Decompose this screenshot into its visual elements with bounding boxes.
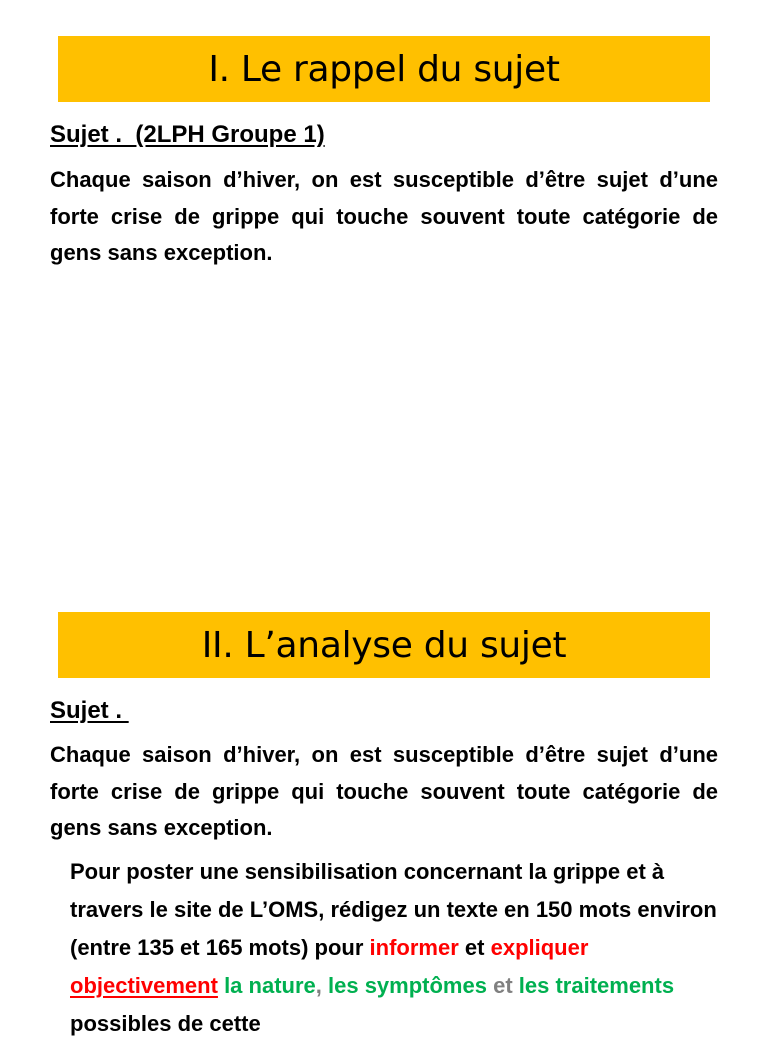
instructions-paragraph <box>70 853 720 1043</box>
section-2-subject-label: Sujet . <box>50 697 129 724</box>
section-1-title: I. Le rappel du sujet <box>58 36 710 102</box>
section-2-subject-text: Chaque saison d’hiver, on est susceptible d’être sujet d’une forte crise de grippe qui touche souvent toute catégorie de gens sans exception. <box>50 742 718 840</box>
keyword-informer: informer <box>369 935 459 960</box>
section-1-subject-text: Chaque saison d’hiver, on est susceptible d’être sujet d’une forte crise de grippe qui touche souvent toute catégorie de gens sans exception. <box>50 167 718 265</box>
instructions-intro: Pour poster une sensibilisation concernant la grippe et à travers le site de L’OMS, rédigez un texte en 150 mots environ (entre 135 et 165 mots) pour <box>70 859 717 960</box>
keyword-les-symptomes: les symptômes <box>328 973 487 998</box>
keyword-la-nature: la nature <box>224 973 316 998</box>
instructions-et-2: et <box>486 973 519 998</box>
keyword-les-traitements: les traitements <box>518 973 675 998</box>
instructions-et-1: et <box>458 935 491 960</box>
section-2-title: II. L’analyse du sujet <box>58 612 710 678</box>
instructions-comma: , <box>315 973 328 998</box>
instructions-end: possibles de cette <box>70 1011 261 1036</box>
section-1-subject-label: Sujet . (2LPH Groupe 1) <box>50 121 325 148</box>
keyword-expliquer: expliquer <box>490 935 589 960</box>
keyword-objectivement: objectivement <box>70 973 218 998</box>
